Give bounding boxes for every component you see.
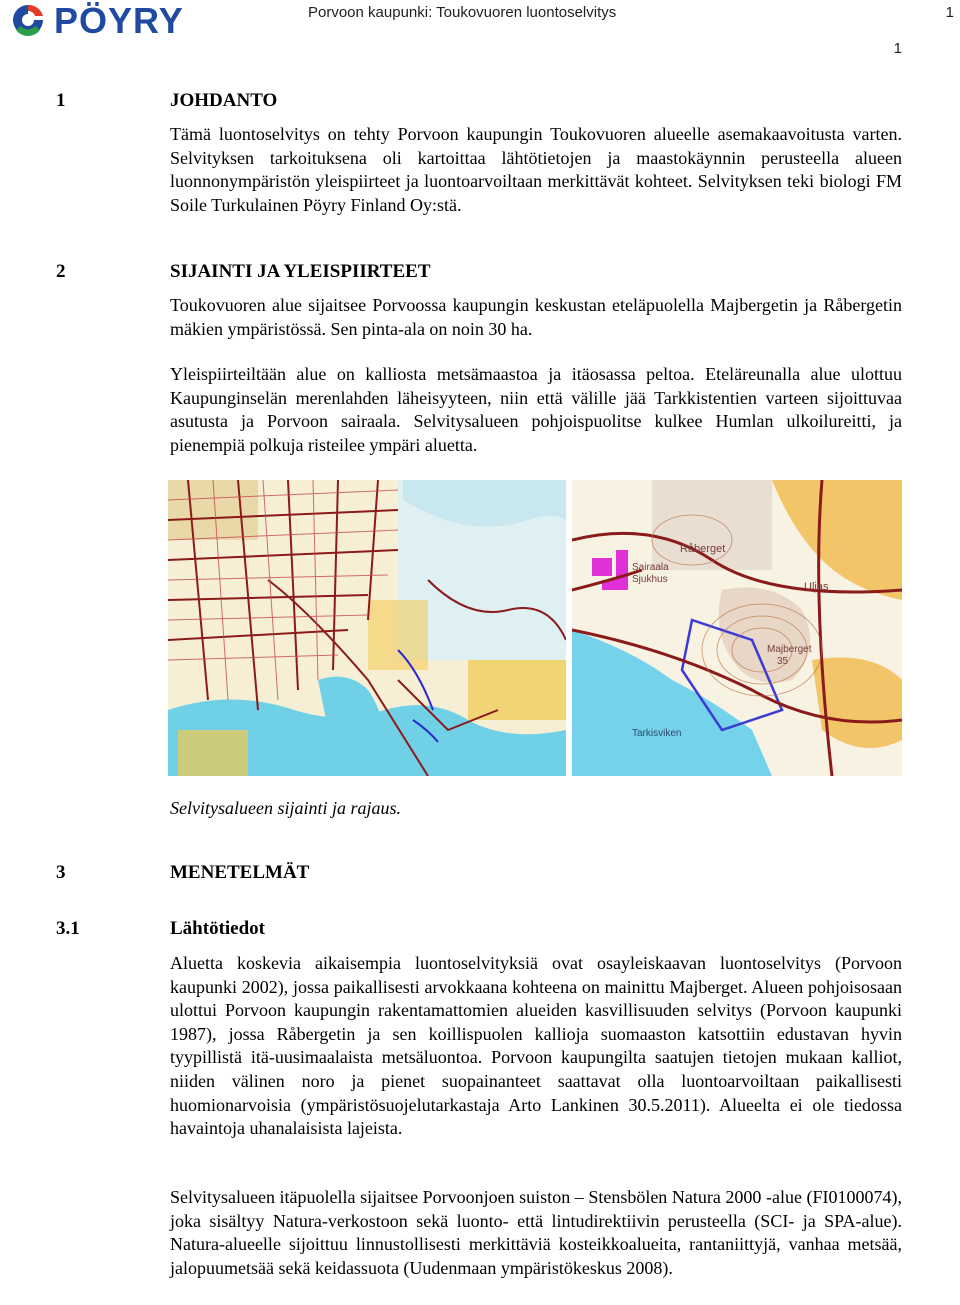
section-2-heading [56, 260, 431, 284]
running-title: Porvoon kaupunki: Toukovuoren luontoselvitys [308, 4, 617, 21]
section-title: JOHDANTO [170, 90, 278, 111]
map-label-sjukhus: Sjukhus [632, 574, 668, 585]
section-number: 3 [56, 862, 66, 883]
detail-map [572, 480, 902, 776]
logo-wordmark: PÖYRY [54, 0, 184, 41]
section-title: SIJAINTI JA YLEISPIIRTEET [170, 261, 431, 282]
page-number: 1 [893, 40, 902, 57]
section-title: Lähtötiedot [170, 918, 265, 939]
location-maps-figure [168, 480, 902, 776]
section-number: 1 [56, 90, 66, 111]
page-header [0, 0, 960, 40]
section-1-heading [56, 89, 277, 113]
section-3-1-paragraph-1: Aluetta koskevia aikaisempia luontoselvityksiä ovat osayleiskaavan luontoselvitys (Porvoon kaupunki 2002), jossa paikallisesti arvokkaana kohteena on mainittu Majberget. Alueen pohjoisosaan ulottui Porvoon kaupungin rakentamattomien alueiden kasvillisuuden selvitys (Porvoon kaupunki 1987), jossa Råbergetin ja sen koillispuolen kallioja suomaaston katsottiin edustavan hyvin tyypillistä itä-uusimaalaista metsäluontoa. Porvoon kaupungilta saatujen tietojen mukaan kalliot, niiden välinen noro ja pienet suopainanteet saattavat olla luontoarvoiltaan paikallisesti huomionarvoisia (ympäristösuojelutarkastaja Arto Lankinen 30.5.2011). Alueelta ei ole tiedossa havaintoja uhanalaisista lajeista. [170, 953, 902, 1139]
overview-map [168, 480, 566, 776]
section-1-paragraph: Tämä luontoselvitys on tehty Porvoon kaupungin Toukovuoren alueelle asemakaavoitusta varten. Selvityksen tarkoituksena oli kartoittaa lähtötietojen ja maastokäynnin perusteella alueen luonnonympäristön yleispiirteet ja luontoarvoiltaan merkittävät kohteet. Selvityksen teki biologi FM Soile Turkulainen Pöyry Finland Oy:stä. [170, 124, 902, 215]
header-page-number: 1 [945, 4, 954, 21]
map-label-raberget: Råberget [680, 543, 726, 555]
detail-map-image [572, 480, 902, 776]
map-label-majberget-height: 35 [777, 656, 789, 667]
poyry-swirl-icon [6, 2, 50, 38]
map-label-majberget: Majberget [767, 644, 812, 655]
section-number: 2 [56, 261, 66, 282]
section-3-1-heading [56, 917, 265, 941]
poyry-logo [6, 0, 236, 41]
section-number: 3.1 [56, 918, 80, 939]
section-title: MENETELMÄT [170, 862, 310, 883]
section-3-1-paragraph-2: Selvitysalueen itäpuolella sijaitsee Porvoonjoen suiston – Stensbölen Natura 2000 -alue (FI0100074), joka sisältyy Natura-verkostoon sekä luonto- että lintudirektiivin perusteella (SCI- ja SPA-alue). Natura-alueelle sijoittuu linnustollisesti merkittäviä kosteikkoalueita, rantaniittyjä, vanhaa metsää, jalopuumetsää sekä keidassuota (Uudenmaan ympäristökeskus 2008). [170, 1187, 902, 1278]
map-label-sairaala: Sairaala [632, 562, 669, 573]
map-label-tarkisviken: Tarkisviken [632, 728, 682, 739]
section-3-heading [56, 861, 309, 885]
overview-map-image [168, 480, 566, 776]
figure-caption: Selvitysalueen sijainti ja rajaus. [170, 798, 401, 818]
section-2-paragraph-1: Toukovuoren alue sijaitsee Porvoossa kaupungin keskustan eteläpuolella Majbergetin ja Råbergetin mäkien ympäristössä. Sen pinta-ala on noin 30 ha. [170, 295, 902, 339]
section-2-paragraph-2: Yleispiirteiltään alue on kalliosta metsämaastoa ja itäosassa peltoa. Eteläreunalla alue ulottuu Kaupunginselän merenlahden läheisyyteen, niin että välille jää Tarkkistentien varteen sijoittuvaa asutusta ja Porvoon sairaala. Selvitysalueen pohjoispuolitse kulkee Humlan ulkoilureitti, ja pienempiä polkuja risteilee ympäri aluetta. [170, 364, 902, 455]
map-label-uljas: Uljas [804, 581, 829, 593]
